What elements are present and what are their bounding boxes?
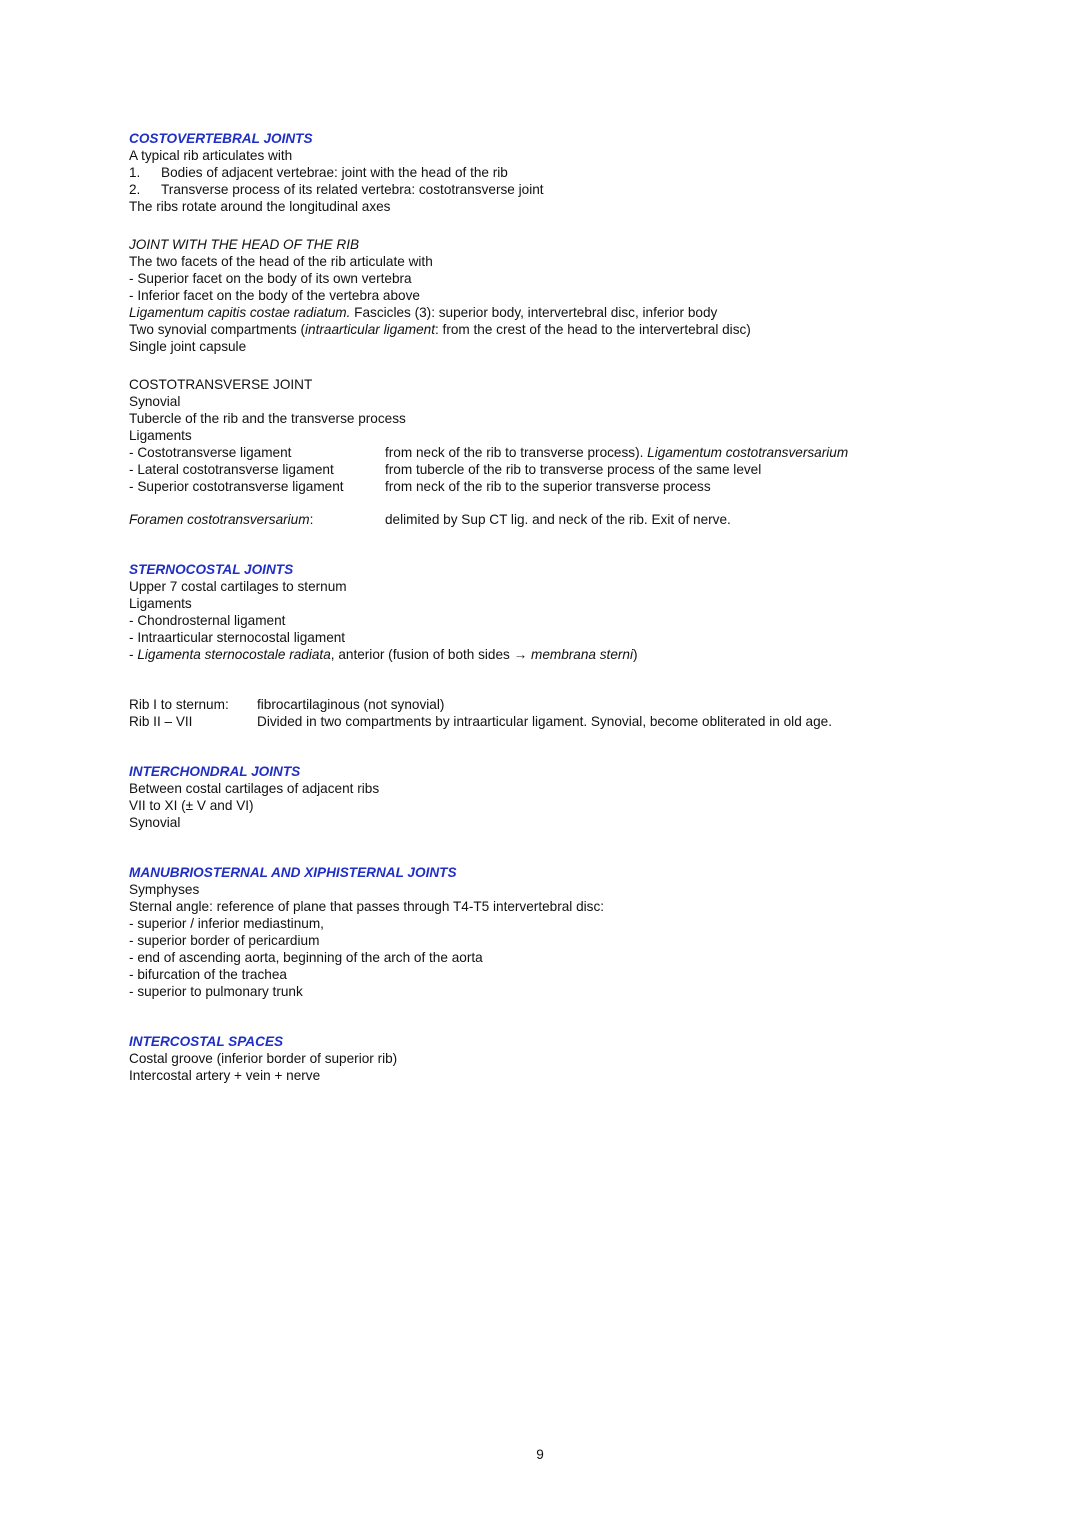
text-line: Ligaments bbox=[129, 428, 192, 443]
numbered-item: 1. Bodies of adjacent vertebrae: joint with the head of the rib bbox=[129, 165, 508, 180]
text-line: Tubercle of the rib and the transverse process bbox=[129, 411, 406, 426]
section-heading-sternocostal: STERNOCOSTAL JOINTS bbox=[129, 562, 294, 577]
page-number: 9 bbox=[536, 1447, 544, 1462]
rib-row: Rib II – VII Divided in two compartments by intraarticular ligament. Synovial, become obliterated in old age. bbox=[129, 714, 832, 729]
numbered-item: 2. Transverse process of its related vertebra: costotransverse joint bbox=[129, 182, 544, 197]
text-line: Sternal angle: reference of plane that passes through T4-T5 intervertebral disc: bbox=[129, 899, 605, 914]
text-line: Costal groove (inferior border of superior rib) bbox=[129, 1051, 398, 1066]
list-item: - Inferior facet on the body of the vertebra above bbox=[129, 287, 1029, 304]
list-item: - Intraarticular sternocostal ligament bbox=[129, 629, 1029, 646]
list-item: - superior border of pericardium bbox=[129, 932, 1029, 949]
section-heading-manubriosternal: MANUBRIOSTERNAL AND XIPHISTERNAL JOINTS bbox=[129, 865, 457, 880]
text-line: Intercostal artery + vein + nerve bbox=[129, 1068, 321, 1083]
list-item: - bifurcation of the trachea bbox=[129, 966, 1029, 983]
list-item: - Superior facet on the body of its own vertebra bbox=[129, 270, 1029, 287]
text-line: Synovial bbox=[129, 394, 181, 409]
ligament-line: Ligamentum capitis costae radiatum. Fascicles (3): superior body, intervertebral disc, inferior body bbox=[129, 305, 718, 320]
ligament-row: - Costotransverse ligament from neck of the rib to transverse process). Ligamentum costotransversarium bbox=[129, 444, 1029, 461]
closing-text: The ribs rotate around the longitudinal axes bbox=[129, 199, 391, 214]
intro-text: A typical rib articulates with bbox=[129, 148, 293, 163]
capsule-line: Single joint capsule bbox=[129, 339, 247, 354]
section-heading-costovertebral: COSTOVERTEBRAL JOINTS bbox=[129, 131, 313, 146]
compartments-line: Two synovial compartments (intraarticular ligament: from the crest of the head to the intervertebral disc) bbox=[129, 322, 751, 337]
text-line: Upper 7 costal cartilages to sternum bbox=[129, 579, 347, 594]
ligament-row: - Superior costotransverse ligament from neck of the rib to the superior transverse process bbox=[129, 478, 1029, 495]
section-heading-intercostal: INTERCOSTAL SPACES bbox=[129, 1034, 284, 1049]
list-item: - end of ascending aorta, beginning of the arch of the aorta bbox=[129, 949, 1029, 966]
list-item: - superior / inferior mediastinum, bbox=[129, 915, 1029, 932]
section-heading-head-joint: JOINT WITH THE HEAD OF THE RIB bbox=[129, 237, 360, 252]
foramen-row: Foramen costotransversarium: delimited by Sup CT lig. and neck of the rib. Exit of nerve. bbox=[129, 512, 731, 527]
list-item: - Chondrosternal ligament bbox=[129, 612, 1029, 629]
text-line: Between costal cartilages of adjacent ribs bbox=[129, 781, 380, 796]
section-heading-costotransverse: COSTOTRANSVERSE JOINT bbox=[129, 377, 313, 392]
ligament-row: - Lateral costotransverse ligament from tubercle of the rib to transverse process of the same level bbox=[129, 461, 1029, 478]
rib-row: Rib I to sternum: fibrocartilaginous (not synovial) bbox=[129, 697, 445, 712]
text-line: Synovial bbox=[129, 815, 181, 830]
text-line: VII to XI (± V and VI) bbox=[129, 798, 254, 813]
list-item: - Ligamenta sternocostale radiata, anterior (fusion of both sides → membrana sterni) bbox=[129, 646, 1029, 663]
text-line: Symphyses bbox=[129, 882, 200, 897]
document-page bbox=[129, 130, 1029, 1084]
section-heading-interchondral: INTERCHONDRAL JOINTS bbox=[129, 764, 301, 779]
text-line: Ligaments bbox=[129, 596, 192, 611]
list-item: - superior to pulmonary trunk bbox=[129, 983, 1029, 1000]
intro-text: The two facets of the head of the rib articulate with bbox=[129, 254, 433, 269]
